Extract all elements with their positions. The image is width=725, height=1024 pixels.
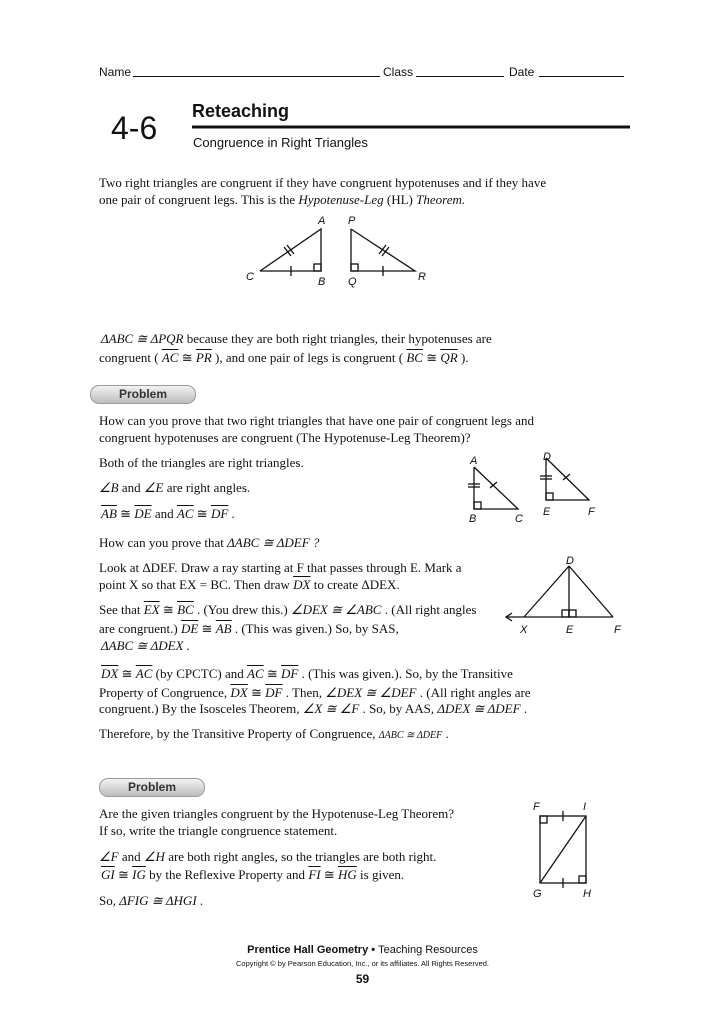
- label-d2: D: [543, 451, 551, 463]
- problem1-line-11: Property of Congruence, $\overline{DX}$ ≅ $\overline{DF}$ . Then, ∠DEX ≅ ∠DEF . (All right angles are: [99, 685, 531, 700]
- page-title: Reteaching: [192, 101, 290, 121]
- label-e2: E: [543, 506, 551, 518]
- class-line: [416, 76, 504, 77]
- name-line: [133, 76, 380, 77]
- triangle-abc: [260, 229, 321, 276]
- problem1-line-8: are congruent.) $\overline{DE}$ ≅ $\overline{AB}$ . (This was given.) So, by SAS,: [99, 621, 399, 636]
- label-f4: F: [533, 801, 540, 813]
- problem1-question-1: How can you prove that two right triangles that have one pair of congruent legs and: [99, 413, 535, 428]
- triangle-def: [540, 458, 589, 500]
- label-b2: B: [469, 513, 477, 525]
- label-r: R: [418, 271, 426, 283]
- figure-abc-pqr: [240, 212, 440, 292]
- explain-line-1: ΔABC ≅ ΔPQR because they are both right triangles, their hypotenuses are: [101, 331, 492, 346]
- label-c2: C: [515, 513, 523, 525]
- name-label: Name: [99, 65, 132, 79]
- label-i4: I: [583, 801, 587, 813]
- problem1-line-4: How can you prove that ΔABC ≅ ΔDEF ?: [99, 535, 320, 550]
- label-f3: F: [614, 624, 621, 636]
- footer-copyright: Copyright © by Pearson Education, Inc., or its affiliates. All Rights Reserved.: [235, 959, 489, 968]
- intro-line-2: one pair of congruent legs. This is the Hypotenuse-Leg (HL) Theorem.: [99, 192, 466, 207]
- label-b: B: [318, 276, 326, 288]
- label-a: A: [318, 215, 326, 227]
- problem1-question-2: congruent hypotenuses are congruent (The Hypotenuse-Leg Theorem)?: [99, 430, 471, 445]
- triangle-pqr: [351, 229, 415, 276]
- problem-badge-1: Problem: [90, 385, 196, 404]
- problem1-line-3: $\overline{AB}$ ≅ $\overline{DE}$ and $\overline{AC}$ ≅ $\overline{DF}$ .: [101, 506, 235, 521]
- problem2-line-1: ∠F and ∠H are both right angles, so the triangles are both right.: [99, 849, 437, 864]
- problem1-line-6: point X so that EX = BC. Then draw $\overline{DX}$ to create ΔDEX.: [99, 577, 400, 592]
- problem2-question-1: Are the given triangles congruent by the Hypotenuse-Leg Theorem?: [99, 806, 454, 821]
- problem1-line-9: ΔABC ≅ ΔDEX .: [101, 638, 190, 653]
- problem1-line-13: Therefore, by the Transitive Property of Congruence, ΔABC ≅ ΔDEF .: [99, 726, 449, 741]
- label-g4: G: [533, 888, 542, 900]
- page-number: 59: [355, 972, 370, 986]
- footer-book: Prentice Hall Geometry • Teaching Resources: [247, 944, 478, 956]
- label-a2: A: [470, 455, 478, 467]
- label-p: P: [348, 215, 356, 227]
- problem1-line-5: Look at ΔDEF. Draw a ray starting at F that passes through E. Mark a: [99, 560, 462, 575]
- date-line: [539, 76, 624, 77]
- figure-fig-hgi: [525, 796, 600, 906]
- problem-badge-2: Problem: [99, 778, 205, 797]
- problem2-question-2: If so, write the triangle congruence statement.: [99, 823, 338, 838]
- problem1-line-10: $\overline{DX}$ ≅ $\overline{AC}$ (by CPCTC) and $\overline{AC}$ ≅ $\overline{DF}$ . (This was given.). So, by the Transitive: [101, 666, 513, 681]
- triangle-abc-2: [468, 467, 518, 509]
- date-label: Date: [509, 65, 535, 79]
- problem2-line-3: So, ΔFIG ≅ ΔHGI .: [99, 893, 204, 908]
- lesson-number: 4-6: [111, 110, 158, 146]
- label-e3: E: [566, 624, 574, 636]
- label-c: C: [246, 271, 254, 283]
- class-label: Class: [383, 65, 414, 79]
- problem1-line-7: See that $\overline{EX}$ ≅ $\overline{BC}$ . (You drew this.) ∠DEX ≅ ∠ABC . (All right angles: [99, 602, 477, 617]
- problem1-line-12: congruent.) By the Isosceles Theorem, ∠X ≅ ∠F . So, by AAS, ΔDEX ≅ ΔDEF .: [99, 701, 528, 716]
- page-subtitle: Congruence in Right Triangles: [193, 135, 368, 150]
- label-q: Q: [348, 276, 357, 288]
- figure-dex-def: [500, 554, 630, 644]
- label-h4: H: [583, 888, 591, 900]
- explain-line-2: congruent ( $\overline{AC}$ ≅ $\overline{PR}$ ), and one pair of legs is congruent ( $\overline{BC}$ ≅ $\overline{QR}$ ).: [99, 350, 469, 365]
- figure-abc-def: [460, 448, 610, 528]
- problem1-line-1: Both of the triangles are right triangles.: [99, 455, 304, 470]
- label-f2: F: [588, 506, 595, 518]
- problem1-line-2: ∠B and ∠E are right angles.: [99, 480, 251, 495]
- label-x3: X: [520, 624, 528, 636]
- label-d3: D: [566, 555, 574, 567]
- problem2-line-2: $\overline{GI}$ ≅ $\overline{IG}$ by the Reflexive Property and $\overline{FI}$ ≅ $\overline{HG}$ is given.: [101, 867, 405, 882]
- intro-line-1: Two right triangles are congruent if they have congruent hypotenuses and if they have: [99, 175, 547, 190]
